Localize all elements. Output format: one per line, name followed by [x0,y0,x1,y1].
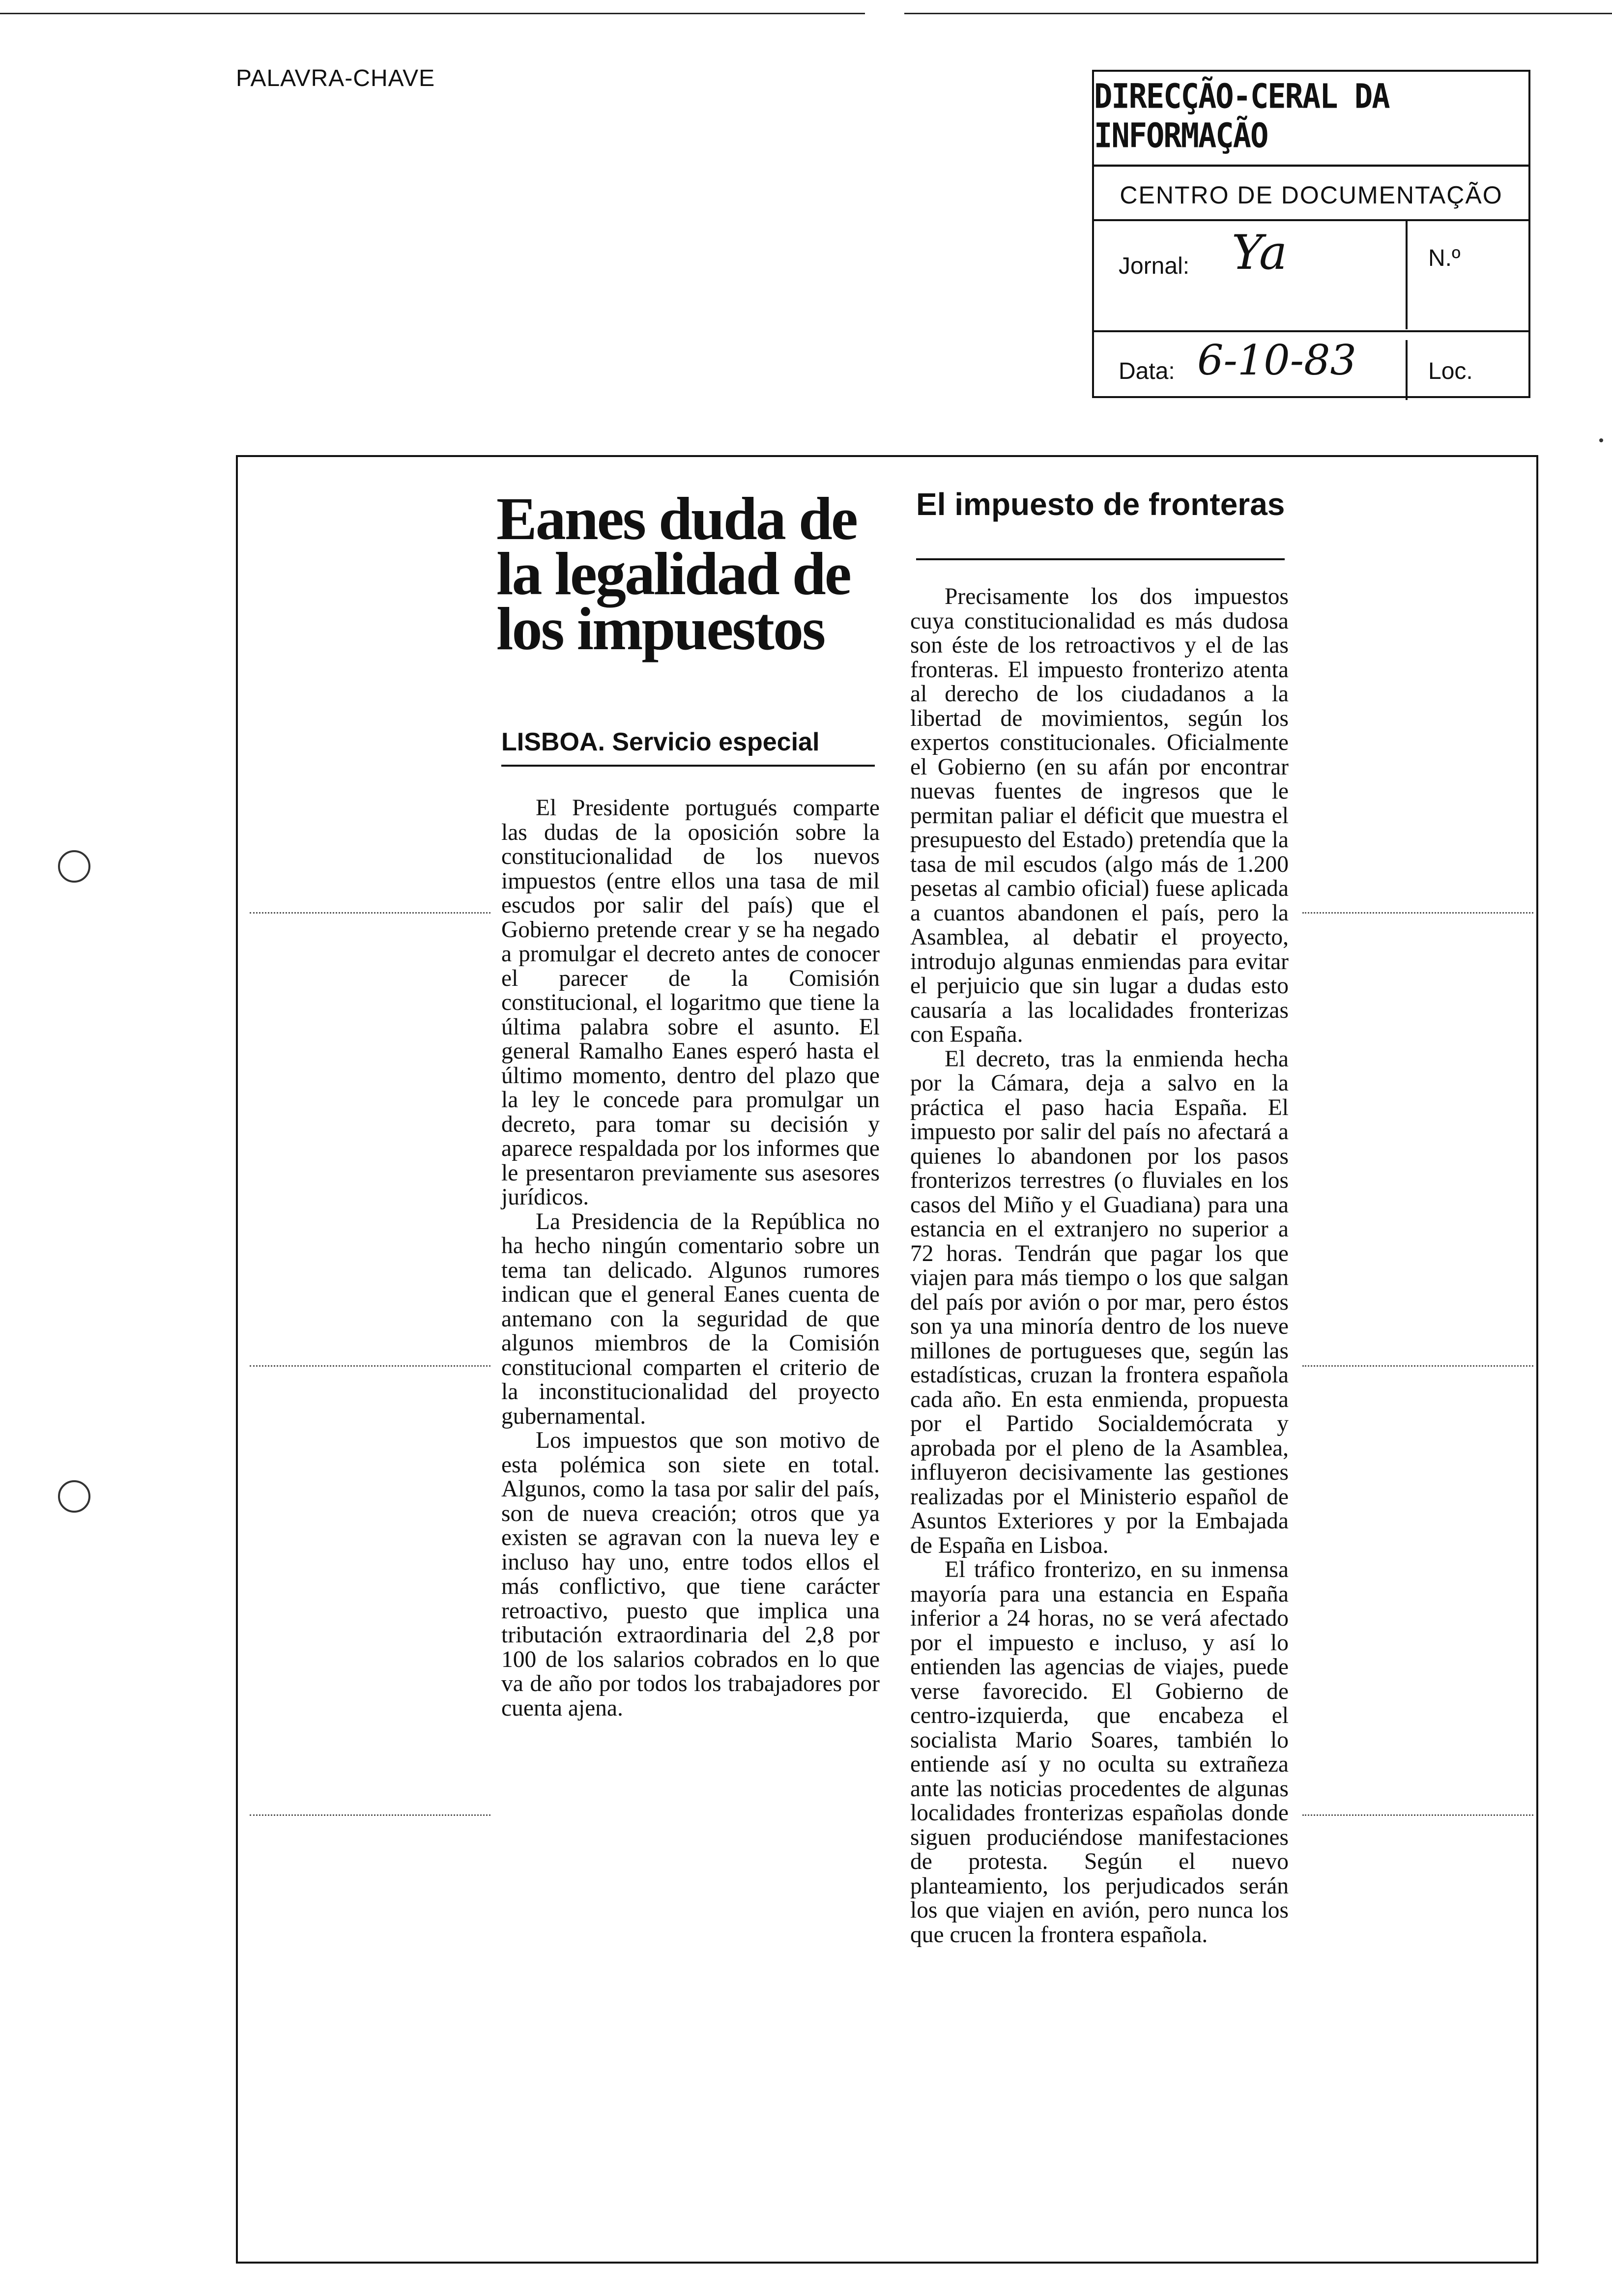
top-border-line [0,13,865,14]
article-column-2 [910,585,1289,1947]
cut-line [250,1365,490,1367]
dept-name: CENTRO DE DOCUMENTAÇÃO [1120,181,1503,209]
article-clipping-frame [236,455,1538,2264]
paragraph: La Presidencia de la República no ha hecho ningún comentario sobre un tema tan delicado. Algunos rumores indican que el general Eanes cuenta de antemano con la seguridad de que algunos miembros de la Comisión constitucional comparten el criterio de la inconstitucionalidad del proyecto gubernamental. [501,1208,880,1429]
cut-line [1302,1365,1533,1367]
dateline-rule [501,765,875,767]
article-headline: Eanes duda de la legalidad de los impuestos [496,485,857,662]
loc-label: Loc. [1428,358,1473,384]
header-vertical-divider [1406,221,1408,329]
jornal-label: Jornal: [1119,253,1190,279]
paragraph: El decreto, tras la enmienda hecha por la Cámara, deja a salvo en la práctica el paso hacia España. El impuesto por salir del país no afectará a quienes lo abandonen por los pasos fronterizos terrestres (o fluviales en los casos del Miño y el Guadiana) para una estancia en el extranjero no superior a 72 horas. Tendrán que pagar los que viajen para más tiempo o los que salgan del país por avión o por mar, pero éstos son ya una minoría dentro de los nueve millones de portugueses que, según las estadísticas, cruzan la frontera española cada año. En esta enmienda, propuesta por el Partido Socialdemócrata y aprobada por el pleno de la Asamblea, influyeron decisivamente las gestiones realizadas por el Ministerio español de Asuntos Exteriores y por la Embajada de España en Lisboa. [910,1046,1289,1558]
documentation-header-box [1092,70,1530,398]
binder-hole [58,850,90,883]
date-handwritten-value: 6-10-83 [1197,336,1356,384]
article-column-1 [501,796,880,1721]
paragraph: El Presidente portugués comparte las dudas de la oposición sobre la constitucionalidad de los nuevos impuestos (entre ellos una tasa de mil escudos por salir del país) que el Gobierno pretende crear y se ha negado a promulgar el decreto antes de conocer el parecer de la Comisión constitucional, el logaritmo que tiene la última palabra sobre el asunto. El general Ramalho Eanes esperó hasta el último momento, dentro del plazo que la ley le concede para promulgar un decreto, para tomar su decisión y aparece respaldada por los informes que le presentaron previamente sus asesores jurídicos. [501,795,880,1210]
paragraph: El tráfico fronterizo, en su inmensa mayoría para una estancia en España inferior a 24 horas, no se verá afectado por el impuesto e incluso, y así lo entienden las agencias de viajes, puede verse favorecido. El Gobierno de centro-izquierda, que encabeza el socialista Mario Soares, también lo entiende así y no oculta su extrañeza ante las noticias procedentes de algunas localidades fronterizas españolas donde siguen produciéndose manifestaciones de protesta. Según el nuevo planteamiento, los perjudicados serán los que viajen en avión, pero nunca los que crucen la frontera española. [910,1557,1289,1948]
section-heading: El impuesto de fronteras [916,487,1285,522]
keyword-label: PALAVRA-CHAVE [236,65,435,91]
article-dateline: LISBOA. Servicio especial [501,728,820,756]
binder-hole [58,1480,90,1513]
paragraph: Los impuestos que son motivo de esta polémica son siete en total. Algunos, como la tasa por salir del país, son de nueva creación; otros que ya existen se agravan con la nueva ley e incluso hay uno, entre todos ellos el más conflictivo, que tiene carácter retroactivo, puesto que implica una tributación extraordinaria del 2,8 por 100 de los salarios cobrados en lo que va de año por todos los trabajadores por cuenta ajena. [501,1428,880,1721]
scan-speck [1599,438,1603,442]
cut-line [1302,912,1533,914]
cut-line [1302,1814,1533,1816]
section-rule [916,558,1285,560]
top-border-line-right [904,13,1612,14]
header-divider-2 [1094,330,1528,332]
paragraph: Precisamente los dos impuestos cuya constitucionalidad es más dudosa son éste de los retroactivos y el de las fronteras. El impuesto fronterizo atenta al derecho de los ciudadanos a la libertad de movimientos, según los expertos constitucionales. Oficialmente el Gobierno (en su afán por encontrar nuevas fuentes de ingresos que le permitan paliar el déficit que muestra el presupuesto del Estado) pretendía que la tasa de mil escudos (algo más de 1.200 pesetas al cambio oficial) fuese aplicada a cuantos abandonen el país, pero la Asamblea, al debatir el proyecto, introdujo algunas enmiendas para evitar el perjuicio que sin lugar a dudas esto causaría a las localidades fronterizas con España. [910,584,1289,1047]
cut-line [250,912,490,914]
cut-line [250,1814,490,1816]
number-label: N.º [1428,245,1461,271]
header-vertical-divider-2 [1406,340,1408,400]
jornal-handwritten-value: Ya [1232,225,1288,280]
date-label: Data: [1119,358,1175,384]
org-name: DIRECÇÃO-CERAL DA INFORMAÇÃO [1094,67,1528,167]
header-divider [1094,219,1528,221]
